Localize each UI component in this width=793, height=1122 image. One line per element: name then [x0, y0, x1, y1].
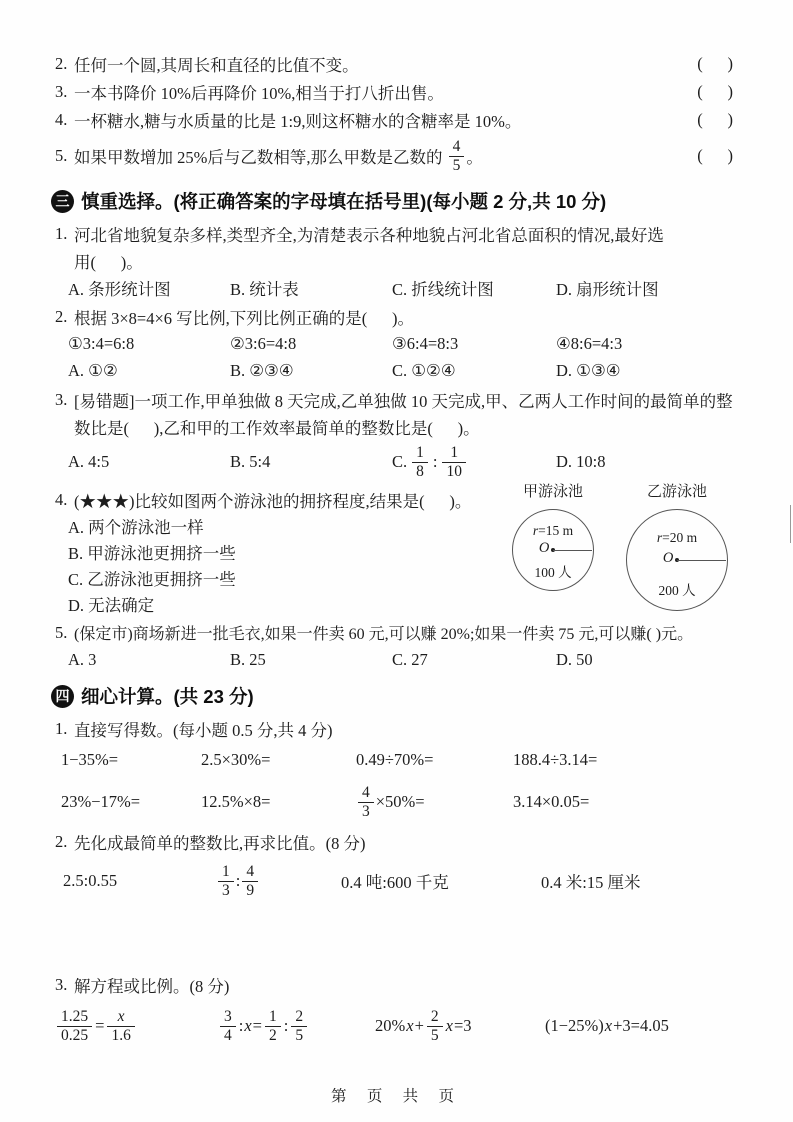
expression: 188.4÷3.14= [513, 750, 598, 769]
q2-proportion-3: ③6:4=8:3 [392, 333, 459, 353]
stem-line-1: [易错题]一项工作,甲单独做 8 天完成,乙单独做 10 天完成,甲、乙两人工作时间的最简单的整 [74, 391, 733, 411]
q2-option-d: D. ①③④ [556, 360, 621, 380]
variable-x: x [244, 1016, 252, 1035]
question-number: 5. [55, 622, 68, 642]
pool-b-figure [619, 480, 735, 611]
q3-options [55, 440, 737, 484]
fraction-3-4: $\frac{3}{4}$ [220, 1008, 236, 1044]
question-number: 5. [55, 146, 68, 165]
question-number: 2. [55, 54, 68, 73]
section-four-header [51, 683, 737, 709]
question-number: 2. [55, 306, 68, 326]
variable-x: x [445, 1016, 453, 1035]
equations-row [55, 998, 737, 1054]
calc-question-1 [55, 715, 737, 826]
fraction-4-5: $\frac{4}{5}$ [449, 138, 465, 174]
question-stem [55, 303, 737, 330]
fraction-4-3: $\frac{4}{3}$ [358, 784, 374, 820]
variable-x: x [604, 1016, 613, 1035]
question-text: 一杯糖水,糖与水质量的比是 1:9,则这杯糖水的含糖率是 10%。 [74, 112, 522, 131]
calc-question-2 [55, 828, 737, 907]
q2-option-a: A. ①② [68, 360, 118, 380]
expression: 12.5%×8= [201, 792, 271, 811]
judge-item-2 [55, 50, 737, 78]
fraction-x-1.6: $\frac{x}{1.6}$ [107, 1008, 134, 1044]
q5-option-d: D. 50 [556, 649, 593, 669]
equation-2: $\frac{3}{4}$ : x = $\frac{1}{2}$ : $\frac{2}{5}$ [218, 1007, 375, 1045]
subsection-title: 1. 直接写得数。(每小题 0.5 分,共 4 分) [55, 718, 333, 740]
ratio-item-3: 0.4 吨:600 千克 [341, 873, 449, 892]
question-text: 任何一个圆,其周长和直径的比值不变。 [74, 56, 359, 75]
question-stem-continued [55, 247, 737, 274]
pool-a-title: 甲游泳池 [522, 484, 583, 500]
equation-3: 20% x + $\frac{2}{5}$ x =3 [375, 1008, 472, 1044]
answer-bracket: ( ) [697, 82, 733, 101]
q4-option-d: D. 无法确定 [68, 596, 155, 615]
stem-line-1: 河北省地貌复杂多样,类型齐全,为清楚表示各种地貌占河北省总面积的情况,最好选 [74, 225, 664, 245]
equation-4: (1−25%) x +3=4.05 [545, 1016, 669, 1035]
q2-proportion-4: ④8:6=4:3 [556, 333, 623, 353]
q4-option-a: A. 两个游泳池一样 [68, 518, 204, 537]
fraction-2-5: $\frac{2}{5}$ [427, 1008, 443, 1044]
fraction-4-9: $\frac{4}{9}$ [242, 863, 258, 899]
expression-with-fraction: $\frac{4}{3}$ ×50%= [356, 783, 513, 821]
q1-options [55, 274, 737, 301]
pool-a-radius-label: r=15 m [532, 522, 574, 538]
q2-option-b: B. ②③④ [230, 360, 294, 380]
fraction-1-8: $\frac{1}{8}$ [412, 444, 428, 480]
q4-option-c: C. 乙游泳池更拥挤一些 [68, 570, 236, 589]
fraction-1-10: $\frac{1}{10}$ [442, 444, 466, 480]
ratio-item-1: 2.5:0.55 [63, 871, 118, 890]
q5-option-a: A. 3 [68, 649, 97, 669]
swimming-pool-figure [503, 480, 739, 611]
pool-a-radius-line [553, 550, 592, 551]
stem-line-2: 数比是( ),乙和甲的工作效率最简单的整数比是( )。 [74, 418, 480, 438]
answer-bracket: ( ) [697, 146, 733, 165]
q1-option-a: A. 条形统计图 [68, 279, 171, 299]
q3-option-a: A. 4:5 [68, 452, 110, 471]
q2-option-c: C. ①②④ [392, 360, 456, 380]
question-number: 1. [55, 718, 68, 738]
question-number: 3. [55, 82, 68, 101]
scan-edge-artifact [790, 505, 791, 543]
choice-question-3 [55, 386, 737, 484]
question-stem [55, 220, 737, 247]
expression: 0.49÷70%= [356, 750, 434, 769]
choice-question-1 [55, 220, 737, 301]
section-four-icon: 四 [51, 685, 74, 708]
q5-option-b: B. 25 [230, 649, 266, 669]
question-number: 1. [55, 223, 68, 243]
question-text-end: 。 [466, 148, 483, 167]
q2-proportion-2: ②3:6=4:8 [230, 333, 297, 353]
question-number: 2. [55, 831, 68, 851]
ratio-item-4: 0.4 米:15 厘米 [541, 873, 641, 892]
question-number: 3. [55, 974, 68, 994]
question-text: 一本书降价 10%后再降价 10%,相当于打八折出售。 [74, 84, 444, 103]
equation-1: $\frac{1.25}{0.25}$ = $\frac{x}{1.6}$ [55, 1007, 218, 1045]
variable-x: x [406, 1016, 414, 1035]
question-stem [55, 386, 737, 413]
q2-proportions [55, 330, 737, 357]
pool-b-radius-label: r=20 m [656, 530, 698, 545]
ratio-colon: : [432, 452, 438, 471]
stem-text: (★★★)比较如图两个游泳池的拥挤程度,结果是( )。 [74, 491, 472, 511]
mental-math-row-2 [55, 778, 737, 826]
pool-b-radius-line [677, 560, 726, 561]
choice-question-5 [55, 619, 737, 673]
option-label: C. [392, 452, 408, 471]
pool-b-title: 乙游泳池 [646, 484, 707, 500]
question-number: 4. [55, 489, 68, 509]
fraction-2-5: $\frac{2}{5}$ [291, 1008, 307, 1044]
q5-options [55, 646, 737, 673]
page-content [55, 50, 737, 1056]
stem-text: 根据 3×8=4×6 写比例,下列比例正确的是( )。 [74, 308, 415, 328]
section-three-header [51, 188, 737, 214]
expression: 1−35%= [61, 750, 119, 769]
pool-b-center-label: O [662, 549, 674, 566]
expression: 23%−17%= [61, 792, 141, 811]
q3-option-b: B. 5:4 [230, 452, 271, 471]
pool-a-figure [503, 480, 603, 591]
fraction-1-3: $\frac{1}{3}$ [218, 863, 234, 899]
subsection-title: 3. 解方程或比例。(8 分) [55, 974, 230, 996]
pool-b-people: 200 人 [658, 583, 696, 598]
section-three-title: 慎重选择。(将正确答案的字母填在括号里)(每小题 2 分,共 10 分) [81, 191, 607, 212]
question-number: 3. [55, 389, 68, 409]
pool-a-center-label: O [538, 539, 550, 556]
question-stem-continued [55, 413, 737, 440]
pool-b-circle [626, 509, 728, 611]
fraction-1.25-0.25: $\frac{1.25}{0.25}$ [57, 1008, 92, 1044]
q2-proportion-1: ①3:4=6:8 [68, 333, 135, 353]
page-footer: 第 页 共 页 [331, 1088, 462, 1105]
ratio-item-2 [216, 862, 341, 900]
expression: 3.14×0.05= [513, 792, 590, 811]
q3-option-d: D. 10:8 [556, 452, 606, 471]
pool-a-circle [512, 509, 594, 591]
judge-item-5 [55, 134, 737, 178]
question-text: 如果甲数增加 25%后与乙数相等,那么甲数是乙数的 [74, 148, 447, 167]
q5-option-c: C. 27 [392, 649, 428, 669]
q1-option-d: D. 扇形统计图 [556, 279, 659, 299]
q4-option-b: B. 甲游泳池更拥挤一些 [68, 544, 236, 563]
section-three-icon: 三 [51, 190, 74, 213]
fraction-1-2: $\frac{1}{2}$ [265, 1008, 281, 1044]
q3-option-c [392, 443, 556, 481]
question-number: 4. [55, 110, 68, 129]
pool-a-people: 100 人 [534, 565, 572, 581]
q2-options [55, 357, 737, 384]
section-four-title: 细心计算。(共 23 分) [81, 686, 254, 707]
ratio-row [55, 855, 737, 907]
choice-question-4 [55, 486, 737, 617]
stem-line-2: 用( )。 [74, 252, 143, 272]
calc-question-3 [55, 971, 737, 1054]
ratio-colon: : [235, 871, 241, 890]
mental-math-row-1 [55, 742, 737, 778]
judge-item-4 [55, 106, 737, 134]
expression: 2.5×30%= [201, 750, 271, 769]
subsection-title: 2. 先化成最简单的整数比,再求比值。(8 分) [55, 831, 366, 853]
q1-option-b: B. 统计表 [230, 279, 299, 299]
q1-option-c: C. 折线统计图 [392, 279, 494, 299]
stem-text: (保定市)商场新进一批毛衣,如果一件卖 60 元,可以赚 20%;如果一件卖 75 元,可以赚( )元。 [74, 626, 694, 643]
answer-bracket: ( ) [697, 54, 733, 73]
choice-question-2 [55, 303, 737, 384]
judge-item-3 [55, 78, 737, 106]
question-stem [55, 619, 737, 646]
answer-bracket: ( ) [697, 110, 733, 129]
